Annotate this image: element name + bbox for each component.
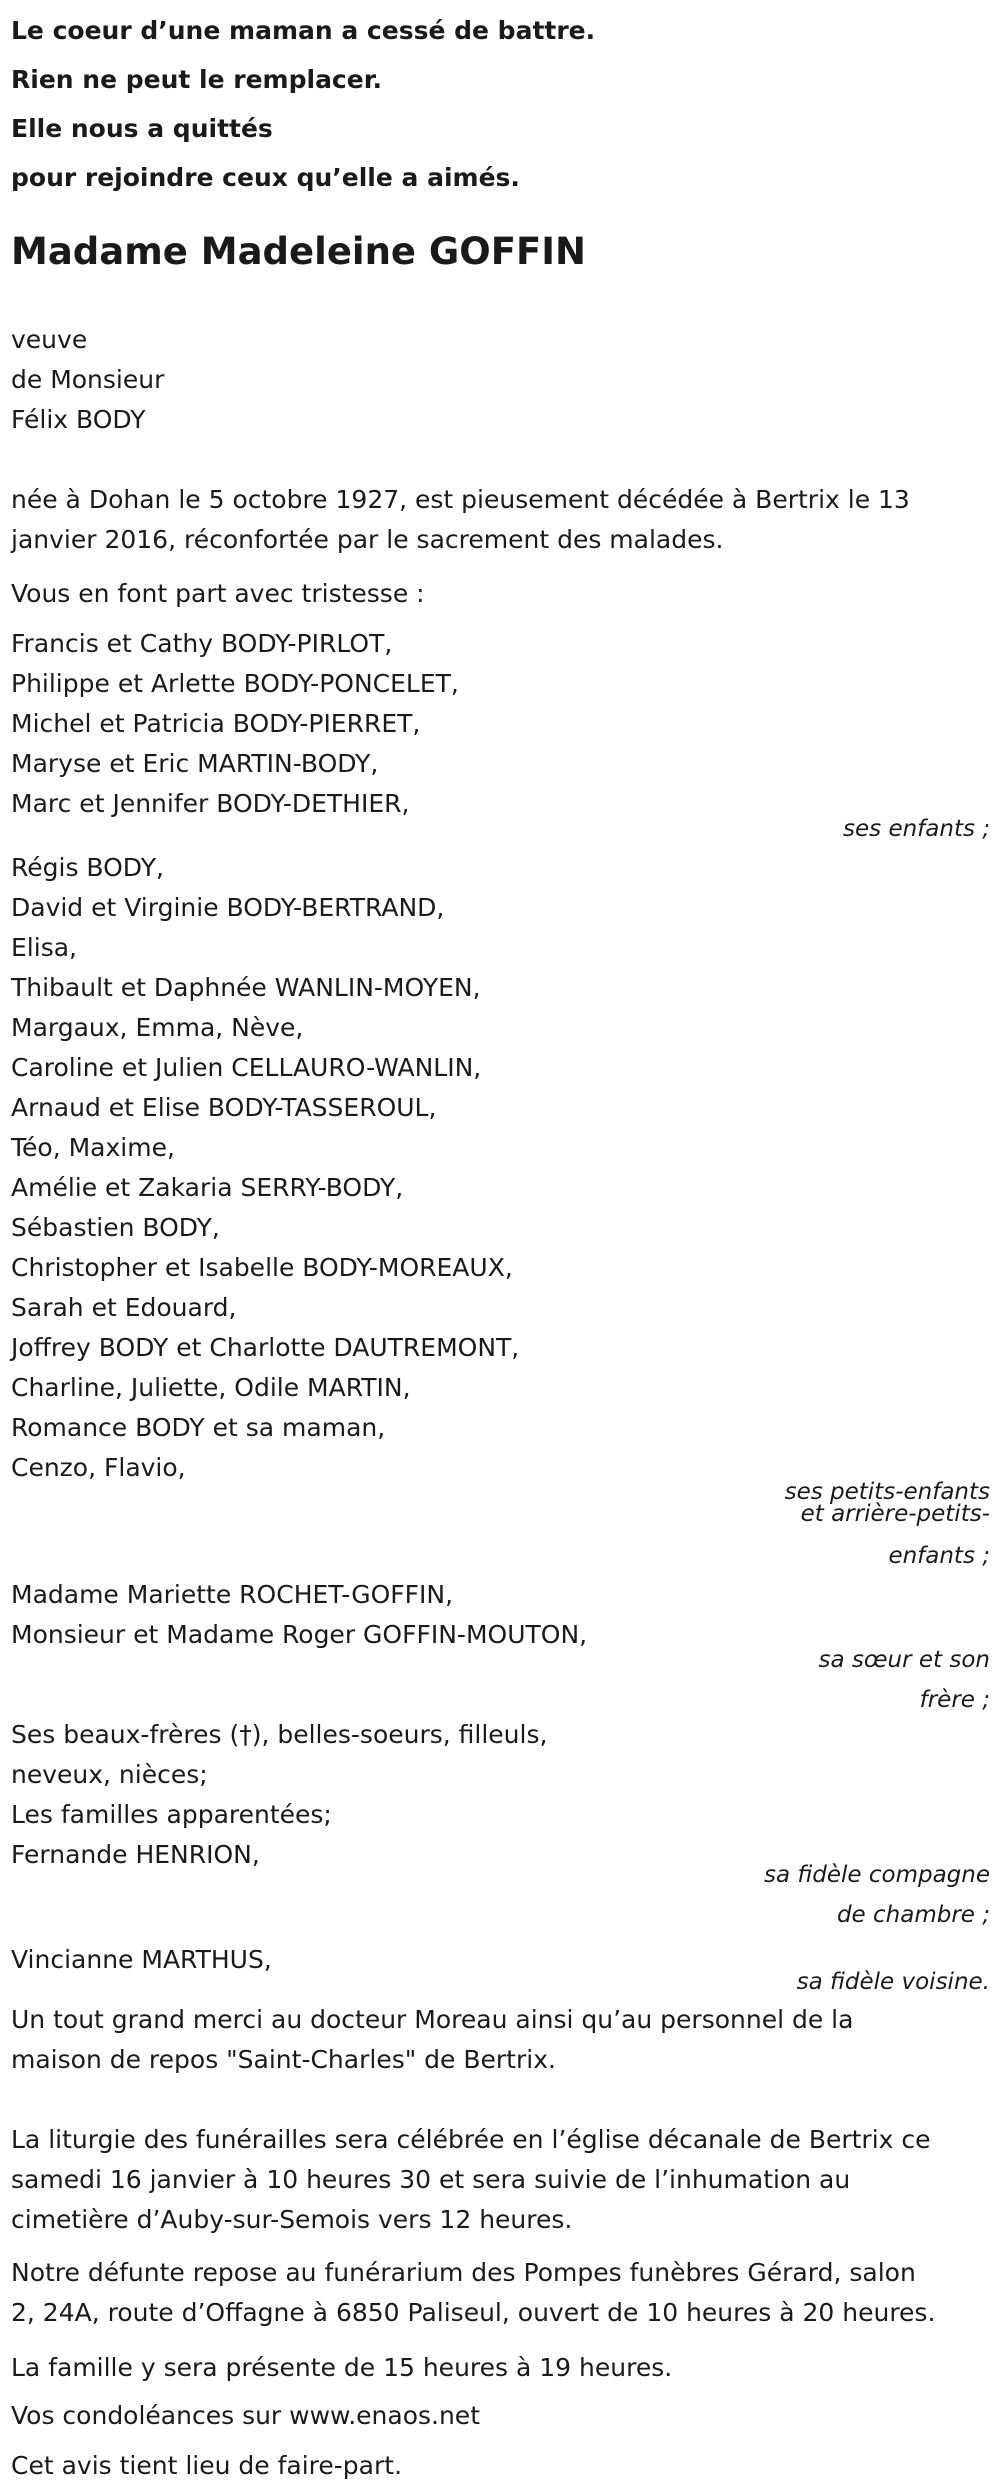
list-item: Amélie et Zakaria SERRY-BODY, [11, 1173, 404, 1202]
children-label: ses enfants ; [843, 816, 990, 842]
deceased-name: Madame Madeleine GOFFIN [11, 230, 587, 273]
list-item: Francis et Cathy BODY-PIRLOT, [11, 629, 393, 658]
repose-paragraph [11, 2253, 935, 2333]
label-line: et arrière-petits- [800, 1501, 990, 1527]
list-item: Caroline et Julien CELLAURO-WANLIN, [11, 1053, 482, 1082]
grandchildren-label-end: enfants ; [888, 1543, 990, 1569]
widow-line: de Monsieur [11, 365, 165, 394]
intro-line: Elle nous a quittés [11, 114, 273, 143]
label-line: ses petits-enfants [784, 1479, 990, 1505]
list-item: Christopher et Isabelle BODY-MOREAUX, [11, 1253, 513, 1282]
list-item: Philippe et Arlette BODY-PONCELET, [11, 669, 459, 698]
label-line: sa sœur et son [818, 1647, 990, 1673]
list-item: Cenzo, Flavio, [11, 1453, 186, 1482]
list-item: neveux, nièces; [11, 1760, 208, 1789]
liturgy-paragraph [11, 2120, 931, 2240]
intro-line: Rien ne peut le remplacer. [11, 65, 382, 94]
neighbor-name: Vincianne MARTHUS, [11, 1945, 272, 1974]
list-item: Régis BODY, [11, 853, 164, 882]
siblings-list [11, 1575, 587, 1655]
family-list [11, 1715, 547, 1875]
list-item: Thibault et Daphnée WANLIN-MOYEN, [11, 973, 481, 1002]
list-item: Téo, Maxime, [11, 1133, 175, 1162]
list-item: Margaux, Emma, Nève, [11, 1013, 304, 1042]
family-presence: La famille y sera présente de 15 heures à 19 heures. [11, 2353, 673, 2382]
repose-line: Notre défunte repose au funérarium des Pompes funèbres Gérard, salon [11, 2258, 916, 2287]
list-item: Romance BODY et sa maman, [11, 1413, 386, 1442]
list-item: Fernande HENRION, [11, 1840, 260, 1869]
birth-line: janvier 2016, réconfortée par le sacrement des malades. [11, 525, 724, 554]
label-line: frère ; [919, 1687, 990, 1713]
widow-line: Félix BODY [11, 405, 146, 434]
condolences-line: Vos condoléances sur www.enaos.net [11, 2401, 480, 2430]
list-item: Sébastien BODY, [11, 1213, 220, 1242]
children-list [11, 624, 459, 824]
label-line: sa fidèle compagne [764, 1862, 990, 1888]
list-item: David et Virginie BODY-BERTRAND, [11, 893, 445, 922]
widow-block [11, 320, 164, 440]
list-item: Ses beaux-frères (†), belles-soeurs, filleuls, [11, 1720, 548, 1749]
notice-line: Cet avis tient lieu de faire-part. [11, 2451, 403, 2480]
widow-line: veuve [11, 325, 88, 354]
repose-line: 2, 24A, route d’Offagne à 6850 Paliseul, ouvert de 10 heures à 20 heures. [11, 2298, 936, 2327]
thanks-line: maison de repos "Saint-Charles" de Bertrix. [11, 2045, 556, 2074]
neighbor-label: sa fidèle voisine. [796, 1969, 990, 1995]
companion-label [764, 1855, 990, 1935]
list-item: Arnaud et Elise BODY-TASSEROUL, [11, 1093, 437, 1122]
list-item: Marc et Jennifer BODY-DETHIER, [11, 789, 410, 818]
intro-line: Le coeur d’une maman a cessé de battre. [11, 16, 596, 45]
list-item: Sarah et Edouard, [11, 1293, 237, 1322]
list-item: Maryse et Eric MARTIN-BODY, [11, 749, 379, 778]
list-item: Madame Mariette ROCHET-GOFFIN, [11, 1580, 454, 1609]
thanks-paragraph [11, 2000, 853, 2080]
intro-verse [11, 6, 595, 202]
liturgy-line: cimetière d’Auby-sur-Semois vers 12 heures. [11, 2205, 573, 2234]
thanks-line: Un tout grand merci au docteur Moreau ainsi qu’au personnel de la [11, 2005, 854, 2034]
list-item: Charline, Juliette, Odile MARTIN, [11, 1373, 411, 1402]
birth-death-paragraph [11, 480, 910, 560]
list-item: Les familles apparentées; [11, 1800, 332, 1829]
liturgy-line: La liturgie des funérailles sera célébrée en l’église décanale de Bertrix ce [11, 2125, 931, 2154]
birth-line: née à Dohan le 5 octobre 1927, est pieusement décédée à Bertrix le 13 [11, 485, 910, 514]
announcement: Vous en font part avec tristesse : [11, 579, 425, 608]
list-item: Elisa, [11, 933, 77, 962]
intro-line: pour rejoindre ceux qu’elle a aimés. [11, 163, 520, 192]
liturgy-line: samedi 16 janvier à 10 heures 30 et sera suivie de l’inhumation au [11, 2165, 851, 2194]
grandchildren-list [11, 848, 519, 1488]
grandchildren-label [785, 1481, 990, 1525]
list-item: Michel et Patricia BODY-PIERRET, [11, 709, 421, 738]
label-line: de chambre ; [836, 1902, 990, 1928]
list-item: Joffrey BODY et Charlotte DAUTREMONT, [11, 1333, 520, 1362]
siblings-label [819, 1640, 990, 1720]
list-item: Monsieur et Madame Roger GOFFIN-MOUTON, [11, 1620, 588, 1649]
